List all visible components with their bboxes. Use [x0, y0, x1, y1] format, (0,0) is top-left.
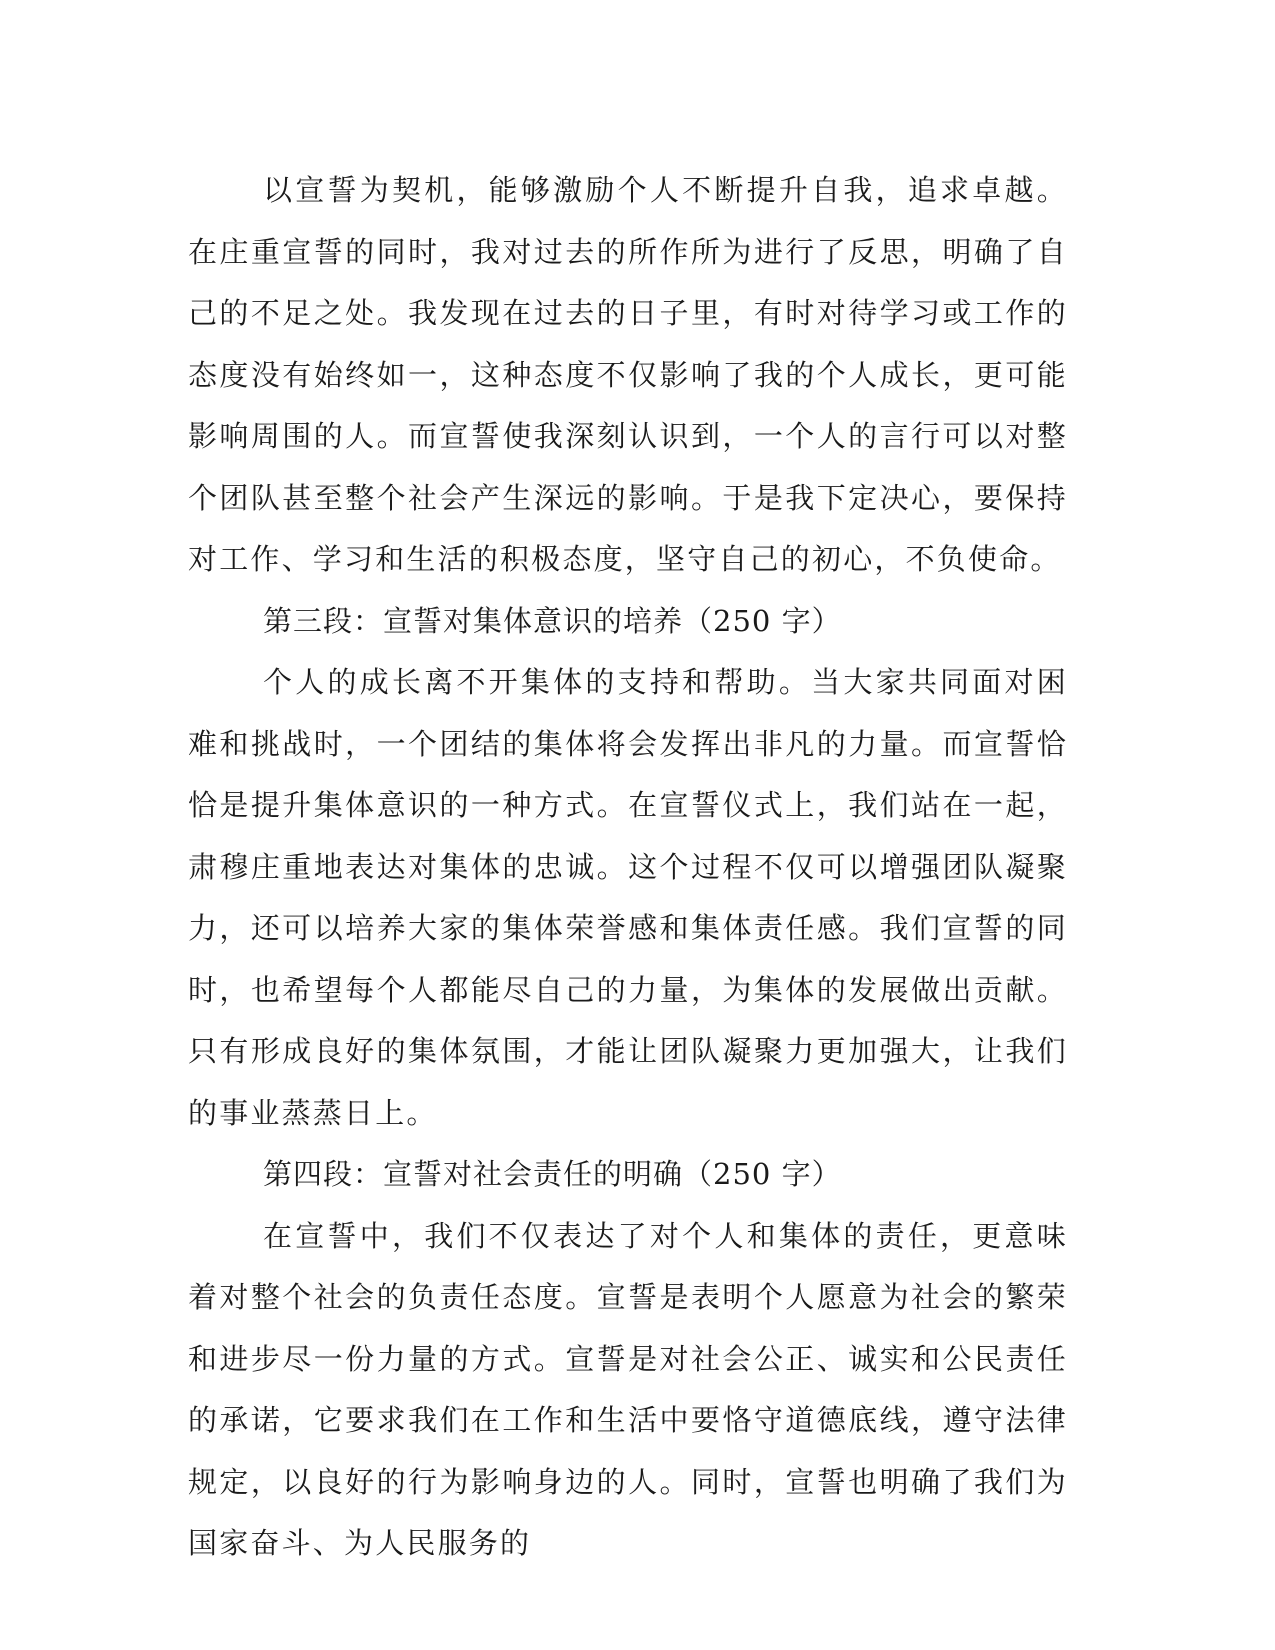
paragraph-collective: 个人的成长离不开集体的支持和帮助。当大家共同面对困难和挑战时，一个团结的集体将会发挥出非凡的力量。而宣誓恰恰是提升集体意识的一种方式。在宣誓仪式上，我们站在一起，肃穆庄重地表达对集体的忠诚。这个过程不仅可以增强团队凝聚力，还可以培养大家的集体荣誉感和集体责任感。我们宣誓的同时，也希望每个人都能尽自己的力量，为集体的发展做出贡献。只有形成良好的集体氛围，才能让团队凝聚力更加强大，让我们的事业蒸蒸日上。 — [188, 665, 1068, 1130]
document-body — [188, 160, 1068, 1575]
section-heading-4: 第四段：宣誓对社会责任的明确（250 字） — [263, 1157, 842, 1191]
paragraph-social-responsibility: 在宣誓中，我们不仅表达了对个人和集体的责任，更意味着对整个社会的负责任态度。宣誓是表明个人愿意为社会的繁荣和进步尽一份力量的方式。宣誓是对社会公正、诚实和公民责任的承诺，它要求我们在工作和生活中要恪守道德底线，遵守法律规定，以良好的行为影响身边的人。同时，宣誓也明确了我们为国家奋斗、为人民服务的 — [188, 1218, 1068, 1560]
section-heading-3: 第三段：宣誓对集体意识的培养（250 字） — [263, 603, 842, 638]
paragraph-reflection: 以宣誓为契机，能够激励个人不断提升自我，追求卓越。在庄重宣誓的同时，我对过去的所作所为进行了反思，明确了自己的不足之处。我发现在过去的日子里，有时对待学习或工作的态度没有始终如一，这种态度不仅影响了我的个人成长，更可能影响周围的人。而宣誓使我深刻认识到，一个人的言行可以对整个团队甚至整个社会产生深远的影响。于是我下定决心，要保持对工作、学习和生活的积极态度，坚守自己的初心，不负使命。 — [188, 173, 1068, 576]
